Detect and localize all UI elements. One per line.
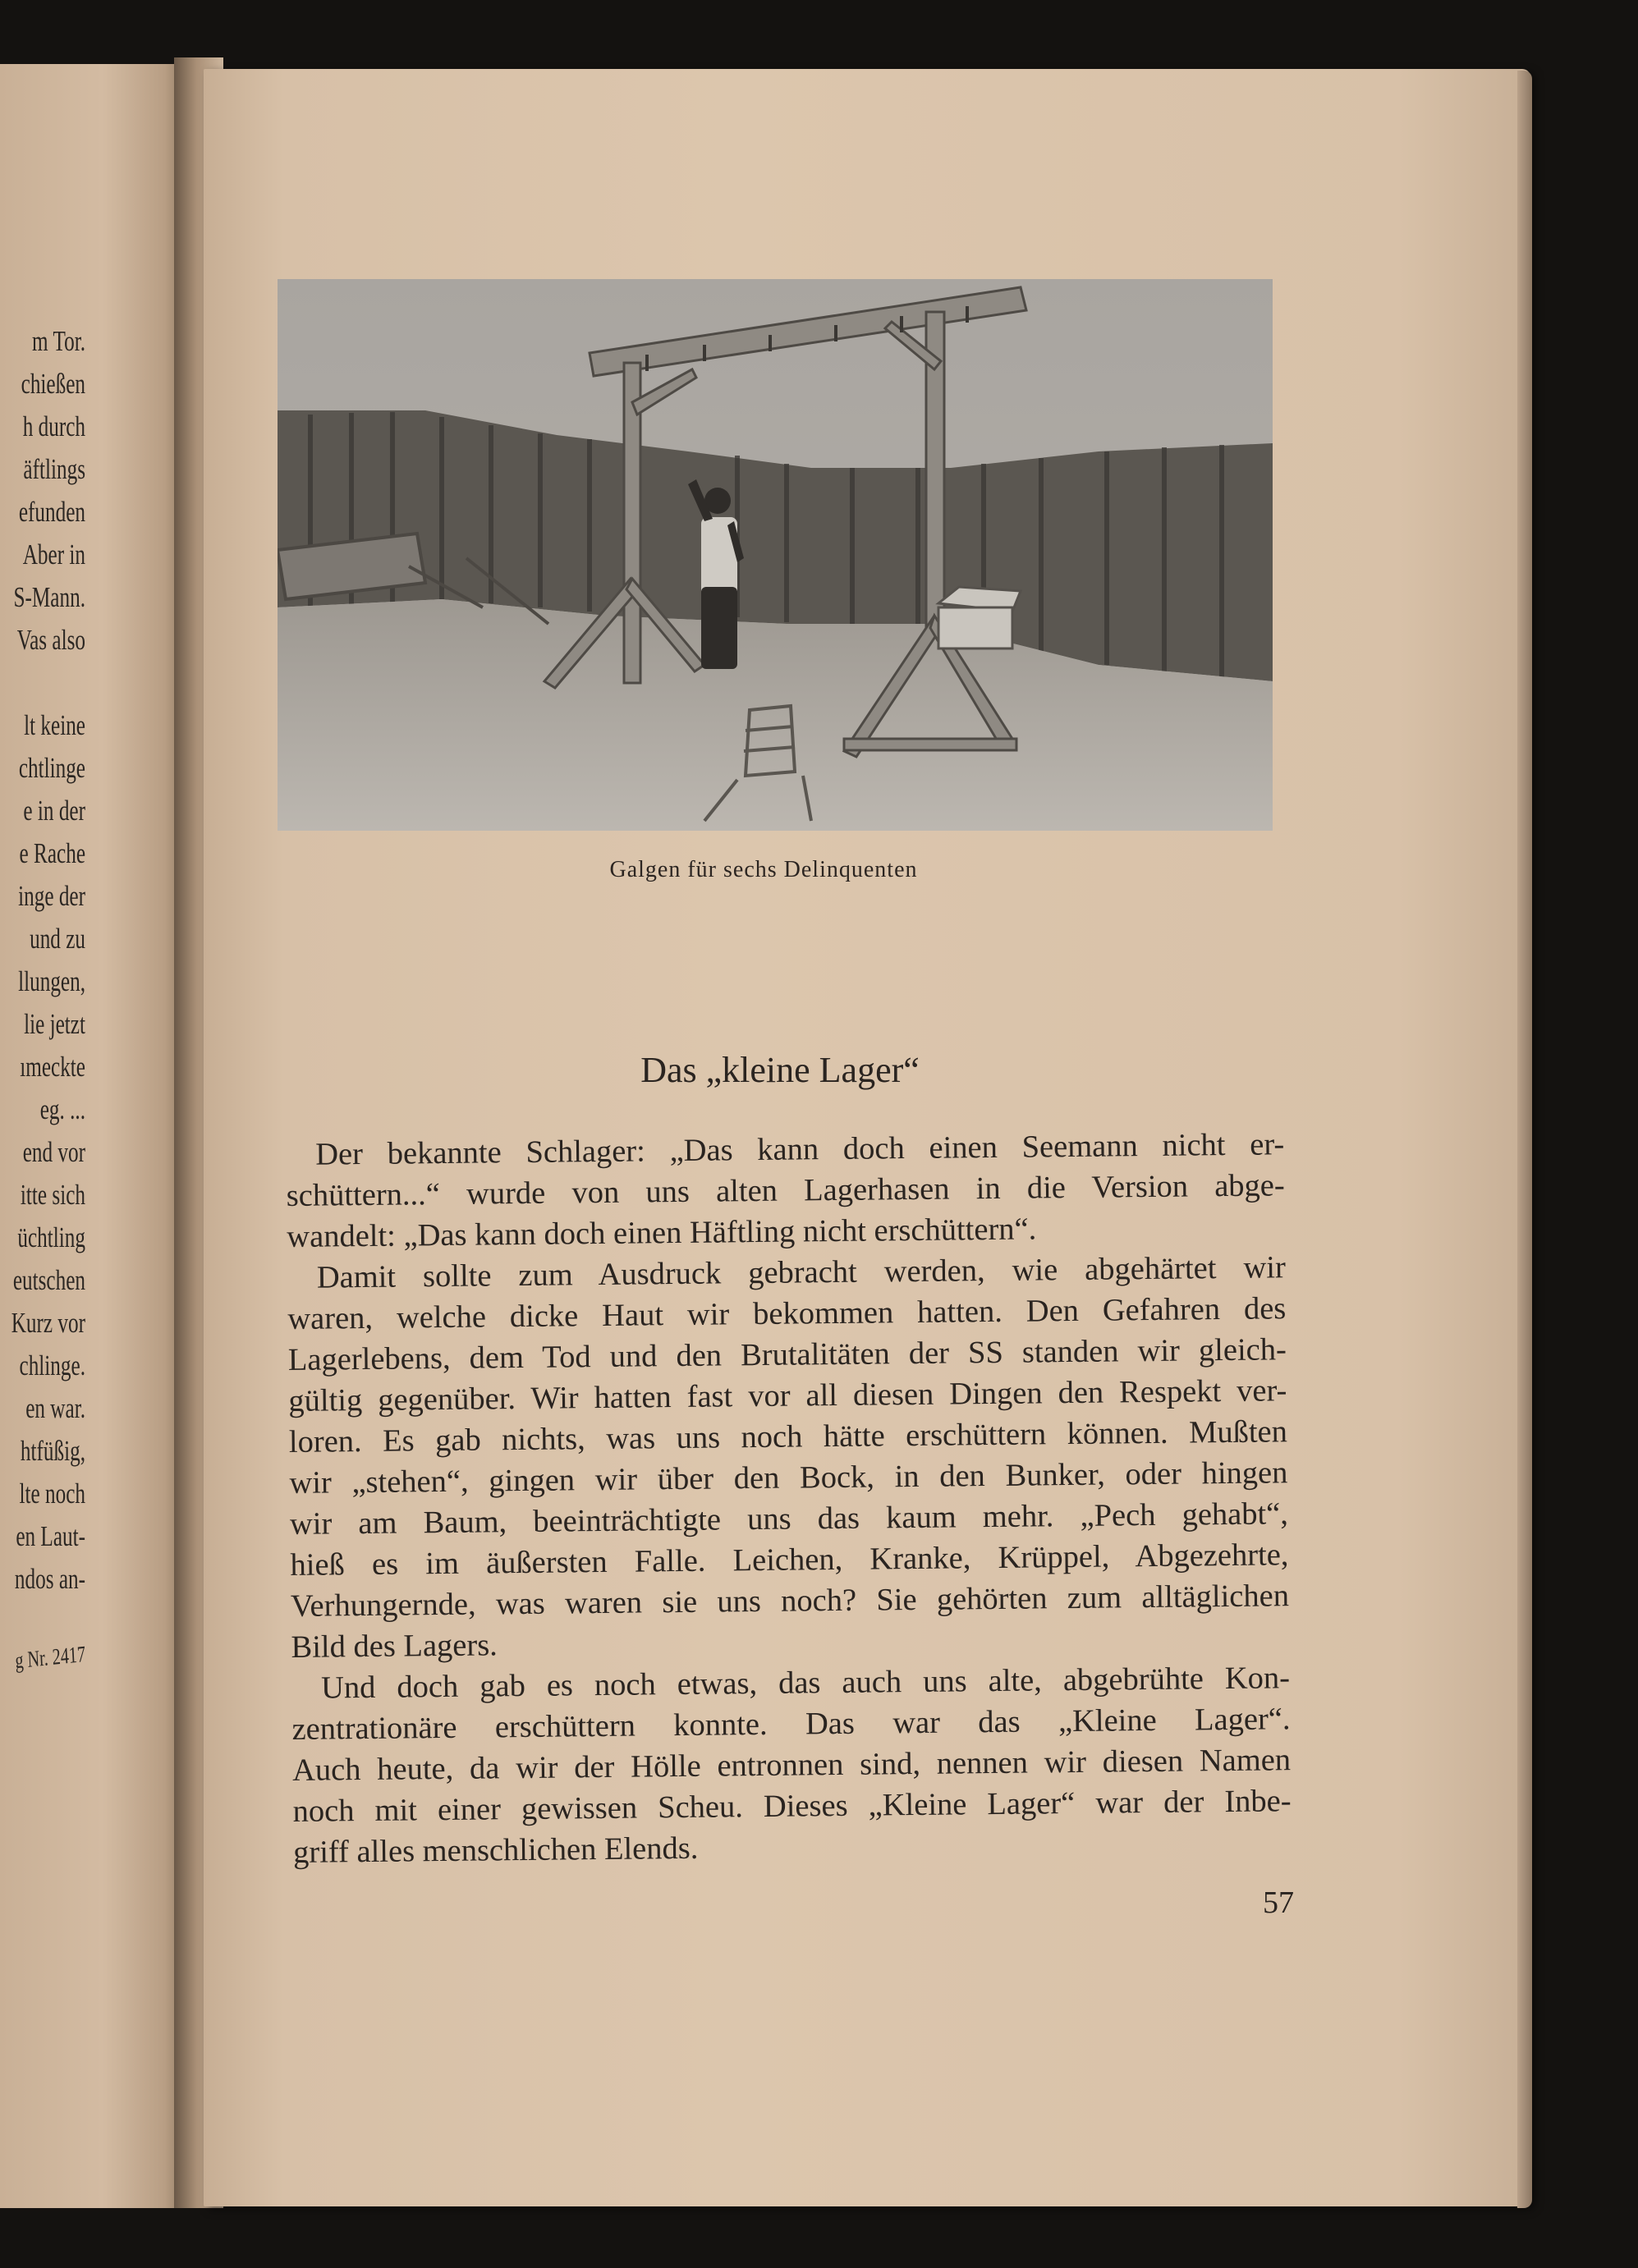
text-line: Verhungernde, was waren sie uns noch? Sie gehörten zum alltäglichen [290,1578,1290,1624]
previous-page-line: lte noch [19,1478,85,1510]
previous-page-line: htfüßig, [20,1435,85,1467]
text-line: waren, welche dicke Haut wir bekommen hatten. Den Gefahren des [287,1291,1287,1336]
previous-page-line: chlinge. [19,1349,85,1381]
previous-page-line: llungen, [18,965,85,997]
previous-page-line: chießen [21,368,85,400]
previous-page-line: ımeckte [20,1051,85,1083]
previous-page-line: lt keine [24,709,85,741]
previous-page-line: e Rache [19,837,85,869]
previous-page-line: en war. [25,1392,85,1424]
previous-page-text [0,320,85,1676]
previous-page-line: h durch [22,410,85,442]
previous-page-line: m Tor. [32,325,85,357]
body-text [286,1124,1292,1873]
text-line: Damit sollte zum Ausdruck gebracht werden, wie abgehärtet wir [316,1250,1286,1295]
previous-page-line: äftlings [23,453,85,485]
text-line: schüttern...“ wurde von uns alten Lagerhasen in die Version abge- [286,1168,1285,1213]
previous-page-line: Aber in [22,538,85,570]
text-line: hieß es im äußersten Falle. Leichen, Kranke, Krüppel, Abgezehrte, [290,1537,1289,1583]
text-line: gültig gegenüber. Wir hatten fast vor all diesen Dingen den Respekt ver- [288,1373,1287,1418]
text-line: wandelt: „Das kann doch einen Häftling nicht erschüttern“. [287,1212,1037,1254]
page-edge [1517,71,1532,2208]
text-line: Auch heute, da wir der Hölle entronnen sind, nennen wir diesen Namen [291,1743,1292,1788]
text-line: Und doch gab es noch etwas, das auch uns alte, abgebrühte Kon- [320,1661,1291,1706]
previous-page-line: chtlinge [18,752,85,784]
previous-page-line: end vor [22,1136,85,1168]
gallows-photo-image [278,279,1273,831]
previous-page-line: lie jetzt [24,1008,85,1040]
previous-page-line: S-Mann. [13,581,85,613]
text-line: wir „stehen“, gingen wir über den Bock, in den Bunker, oder hingen [289,1455,1288,1501]
previous-page-line: efunden [18,496,85,528]
previous-page-footnote: g Nr. 2417 [14,1642,86,1675]
previous-page-line: Vas also [16,624,85,656]
photo-caption: Galgen für sechs Delinquenten [609,857,918,882]
text-line: loren. Es gab nichts, was uns noch hätte erschüttern können. Mußten [288,1414,1288,1459]
paragraph [291,1657,1292,1873]
page-number: 57 [1263,1885,1294,1920]
text-line: noch mit einer gewissen Scheu. Dieses „Kleine Lager“ war der Inbe- [292,1784,1292,1829]
previous-page-line: ndos an- [14,1563,85,1595]
paragraph [287,1247,1290,1668]
previous-page [0,64,187,2208]
text-line: Lagerlebens, dem Tod und den Brutalitäten der SS standen wir gleich- [287,1332,1287,1377]
previous-page-line: eutschen [12,1264,85,1296]
text-line: Bild des Lagers. [291,1628,498,1665]
previous-page-line: und zu [30,923,85,955]
previous-page-line: eg. ... [39,1093,85,1125]
gallows-photo [278,279,1273,831]
previous-page-line: en Laut- [16,1520,85,1552]
paragraph [286,1124,1286,1258]
text-line: Der bekannte Schlager: „Das kann doch einen Seemann nicht er- [315,1127,1285,1172]
previous-page-line: e in der [23,795,85,827]
previous-page-line: Kurz vor [11,1307,85,1339]
previous-page-line: itte sich [20,1179,85,1211]
previous-page-line: inge der [18,880,85,912]
previous-page-line: üchtling [17,1221,85,1253]
text-line: griff alles menschlichen Elends. [292,1830,699,1870]
text-line: zentrationäre erschüttern konnte. Das war das „Kleine Lager“. [291,1702,1291,1747]
section-heading: Das „kleine Lager“ [640,1050,920,1090]
text-line: wir am Baum, beeinträchtigte uns das kaum mehr. „Pech gehabt“, [289,1496,1289,1542]
